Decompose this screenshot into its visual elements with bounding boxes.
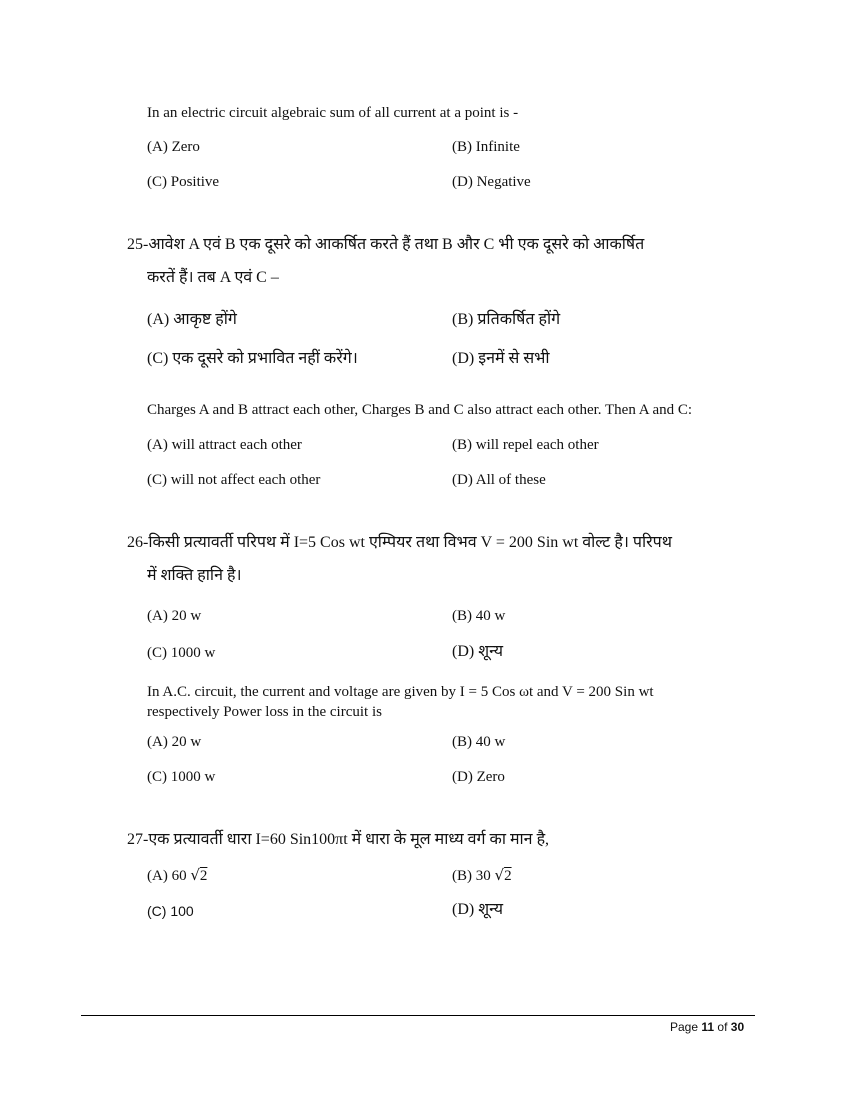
- sqrt-symbol: √: [494, 866, 505, 884]
- q26-hindi-option-c: (C) 1000 w: [147, 645, 216, 661]
- q24-option-b: (B) Infinite: [452, 139, 520, 155]
- q26-english-option-a: (A) 20 w: [147, 734, 202, 750]
- q24-option-c: (C) Positive: [147, 174, 220, 190]
- q26-english-question-line2: respectively Power loss in the circuit is: [147, 704, 382, 720]
- q26-hindi-option-a: (A) 20 w: [147, 608, 202, 624]
- q26-hindi-question-line1: 26-किसी प्रत्यावर्ती परिपथ में I=5 Cos wt एम्पियर तथा विभव V = 200 Sin wt वोल्ट है। परिपथ: [127, 534, 672, 551]
- q27-option-c: (C) 100: [147, 903, 194, 919]
- q26-hindi-question-line2: में शक्ति हानि है।: [147, 567, 242, 584]
- q27-option-d: (D) शून्य: [452, 901, 504, 918]
- q25-english-option-b: (B) will repel each other: [452, 437, 599, 453]
- q24-question: In an electric circuit algebraic sum of all current at a point is -: [147, 105, 519, 121]
- page-footer: [670, 1018, 744, 1036]
- q25-english-option-c: (C) will not affect each other: [147, 472, 321, 488]
- q24-option-a: (A) Zero: [147, 139, 200, 155]
- q25-hindi-question-line1: 25-आवेश A एवं B एक दूसरे को आकर्षित करते हैं तथा B और C भी एक दूसरे को आकर्षित: [127, 236, 645, 253]
- q25-hindi-option-a: (A) आकृष्ट होंगे: [147, 311, 237, 328]
- q26-english-option-d: (D) Zero: [452, 769, 505, 785]
- q25-english-question: Charges A and B attract each other, Charges B and C also attract each other. Then A and C:: [147, 402, 693, 418]
- q27-option-a: [147, 865, 207, 886]
- of-label: of: [717, 1020, 728, 1034]
- sqrt-radicand: 2: [199, 868, 208, 884]
- sqrt-symbol: √: [190, 866, 200, 884]
- q25-english-option-d: (D) All of these: [452, 472, 546, 488]
- q25-hindi-option-d: (D) इनमें से सभी: [452, 350, 550, 367]
- footer-divider: [81, 1015, 755, 1016]
- q26-english-question-line1: In A.C. circuit, the current and voltage are given by I = 5 Cos ωt and V = 200 Sin wt: [147, 684, 654, 700]
- q25-english-option-a: (A) will attract each other: [147, 437, 302, 453]
- page-label: Page: [670, 1020, 699, 1034]
- q26-english-option-b: (B) 40 w: [452, 734, 506, 750]
- q26-hindi-option-d: (D) शून्य: [452, 643, 504, 660]
- current-page-number: 11: [701, 1020, 715, 1034]
- q27-hindi-question: 27-एक प्रत्यावर्ती धारा I=60 Sin100πt में धारा के मूल माध्य वर्ग का मान है,: [127, 831, 550, 848]
- q26-hindi-option-b: (B) 40 w: [452, 608, 506, 624]
- q26-english-option-c: (C) 1000 w: [147, 769, 216, 785]
- sqrt-radicand: 2: [504, 868, 512, 884]
- q27-option-b-prefix: (B) 30: [452, 868, 491, 884]
- q24-option-d: (D) Negative: [452, 174, 531, 190]
- q25-hindi-question-line2: करतें हैं। तब A एवं C –: [147, 269, 279, 286]
- q27-option-b: [452, 865, 512, 886]
- q25-hindi-option-c: (C) एक दूसरे को प्रभावित नहीं करेंगे।: [147, 350, 358, 367]
- q25-hindi-option-b: (B) प्रतिकर्षित होंगे: [452, 311, 561, 328]
- total-page-count: 30: [730, 1020, 745, 1034]
- q27-option-a-prefix: (A) 60: [147, 868, 187, 884]
